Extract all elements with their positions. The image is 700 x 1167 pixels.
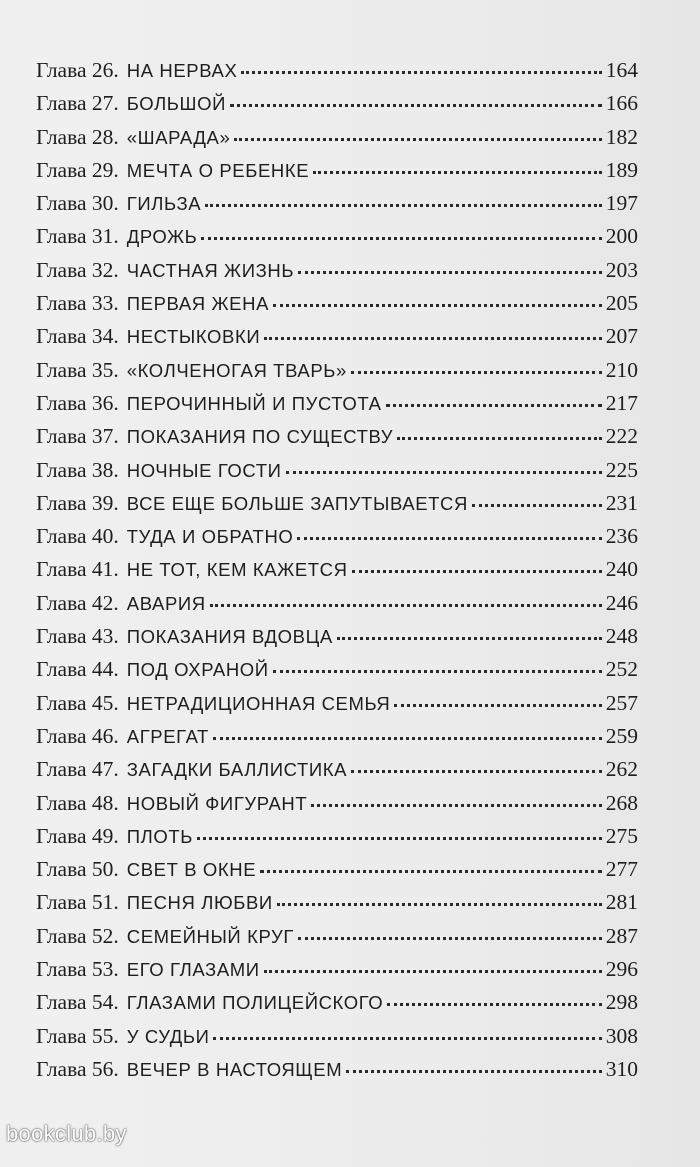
chapter-label: Глава 43.	[36, 624, 119, 649]
chapter-title: НЕ ТОТ, КЕМ КАЖЕТСЯ	[126, 559, 348, 581]
toc-entry	[36, 924, 638, 957]
chapter-title: СВЕТ В ОКНЕ	[126, 859, 257, 881]
toc-entry	[36, 724, 638, 757]
page-number: 252	[605, 657, 638, 682]
dot-leader	[273, 670, 602, 673]
page-number: 210	[605, 357, 638, 382]
chapter-label: Глава 32.	[36, 257, 119, 282]
chapter-title: «КОЛЧЕНОГАЯ ТВАРЬ»	[126, 359, 347, 381]
dot-leader	[346, 1070, 602, 1073]
toc-entry	[36, 458, 638, 491]
dot-leader	[387, 1003, 601, 1006]
chapter-label: Глава 52.	[36, 923, 119, 948]
dot-leader	[230, 104, 602, 107]
dot-leader	[397, 437, 602, 440]
toc-entry	[36, 890, 638, 923]
chapter-label: Глава 30.	[36, 191, 119, 216]
chapter-label: Глава 53.	[36, 957, 119, 982]
dot-leader	[286, 471, 602, 474]
dot-leader	[386, 404, 602, 407]
dot-leader	[311, 804, 601, 807]
toc-entry	[36, 591, 638, 624]
toc-entry	[36, 125, 638, 158]
chapter-title: ПЕРВАЯ ЖЕНА	[126, 293, 270, 315]
page-number: 287	[605, 923, 638, 948]
toc-entry	[36, 824, 638, 857]
dot-leader	[298, 937, 602, 940]
page-number: 225	[605, 457, 638, 482]
page-number: 207	[605, 324, 638, 349]
chapter-title: ПОКАЗАНИЯ ПО СУЩЕСТВУ	[126, 426, 394, 448]
chapter-title: ВСЕ ЕЩЕ БОЛЬШЕ ЗАПУТЫВАЕТСЯ	[126, 492, 468, 514]
page-number: 205	[605, 291, 638, 316]
toc-entry	[36, 291, 638, 324]
toc-entry	[36, 491, 638, 524]
chapter-title: ПОКАЗАНИЯ ВДОВЦА	[126, 626, 333, 648]
dot-leader	[264, 337, 602, 340]
page-number: 222	[605, 424, 638, 449]
chapter-title: ГИЛЬЗА	[126, 193, 202, 215]
table-of-contents	[36, 58, 638, 1090]
toc-entry	[36, 324, 638, 357]
dot-leader	[394, 704, 601, 707]
dot-leader	[297, 537, 601, 540]
page-number: 296	[605, 957, 638, 982]
page-number: 308	[605, 1023, 638, 1048]
chapter-title: ЧАСТНАЯ ЖИЗНЬ	[126, 259, 295, 281]
page-number: 262	[605, 757, 638, 782]
chapter-label: Глава 50.	[36, 857, 119, 882]
chapter-title: НЕСТЫКОВКИ	[126, 326, 261, 348]
dot-leader	[213, 1037, 601, 1040]
chapter-label: Глава 26.	[36, 58, 119, 82]
toc-entry	[36, 524, 638, 557]
chapter-title: СЕМЕЙНЫЙ КРУГ	[126, 925, 294, 947]
chapter-label: Глава 42.	[36, 590, 119, 615]
toc-entry	[36, 224, 638, 257]
chapter-title: ПЕСНЯ ЛЮБВИ	[126, 892, 273, 914]
dot-leader	[298, 271, 602, 274]
page-number: 246	[605, 590, 638, 615]
chapter-label: Глава 54.	[36, 990, 119, 1015]
chapter-title: ГЛАЗАМИ ПОЛИЦЕЙСКОГО	[126, 992, 384, 1014]
chapter-title: НА НЕРВАХ	[126, 60, 238, 81]
dot-leader	[351, 371, 602, 374]
dot-leader	[197, 837, 602, 840]
toc-entry	[36, 1024, 638, 1057]
toc-entry	[36, 624, 638, 657]
dot-leader	[234, 138, 601, 141]
dot-leader	[472, 504, 602, 507]
dot-leader	[264, 970, 602, 973]
dot-leader	[273, 304, 602, 307]
chapter-label: Глава 27.	[36, 91, 119, 116]
dot-leader	[205, 204, 601, 207]
chapter-label: Глава 28.	[36, 124, 119, 149]
toc-entry	[36, 791, 638, 824]
chapter-label: Глава 44.	[36, 657, 119, 682]
chapter-label: Глава 45.	[36, 690, 119, 715]
toc-entry	[36, 424, 638, 457]
chapter-label: Глава 31.	[36, 224, 119, 249]
page-number: 189	[605, 157, 638, 182]
toc-entry	[36, 91, 638, 124]
page-number: 182	[605, 124, 638, 149]
chapter-title: МЕЧТА О РЕБЕНКЕ	[126, 159, 310, 181]
chapter-title: АГРЕГАТ	[126, 725, 209, 747]
dot-leader	[241, 71, 601, 74]
page-number: 217	[605, 390, 638, 415]
toc-entry	[36, 990, 638, 1023]
chapter-title: ПЕРОЧИННЫЙ И ПУСТОТА	[126, 392, 382, 414]
dot-leader	[313, 171, 602, 174]
chapter-label: Глава 36.	[36, 390, 119, 415]
page-number: 259	[605, 723, 638, 748]
page-number: 240	[605, 557, 638, 582]
dot-leader	[352, 570, 602, 573]
page-number: 277	[605, 857, 638, 882]
chapter-label: Глава 51.	[36, 890, 119, 915]
toc-entry	[36, 957, 638, 990]
toc-entry	[36, 857, 638, 890]
page-number: 248	[605, 624, 638, 649]
dot-leader	[210, 604, 602, 607]
chapter-title: НОВЫЙ ФИГУРАНТ	[126, 792, 308, 814]
dot-leader	[351, 770, 602, 773]
chapter-label: Глава 47.	[36, 757, 119, 782]
toc-entry	[36, 657, 638, 690]
chapter-label: Глава 38.	[36, 457, 119, 482]
page-number: 268	[605, 790, 638, 815]
toc-entry	[36, 557, 638, 590]
toc-entry	[36, 158, 638, 191]
page-number: 197	[605, 191, 638, 216]
dot-leader	[260, 870, 602, 873]
chapter-label: Глава 41.	[36, 557, 119, 582]
dot-leader	[337, 637, 602, 640]
chapter-label: Глава 55.	[36, 1023, 119, 1048]
toc-entry	[36, 258, 638, 291]
chapter-title: ЕГО ГЛАЗАМИ	[126, 959, 260, 981]
page-number: 164	[605, 58, 638, 82]
watermark: bookclub.by	[6, 1121, 127, 1146]
chapter-title: ПОД ОХРАНОЙ	[126, 659, 269, 681]
chapter-label: Глава 49.	[36, 823, 119, 848]
chapter-label: Глава 29.	[36, 157, 119, 182]
chapter-title: АВАРИЯ	[126, 592, 206, 614]
dot-leader	[213, 737, 602, 740]
page-number: 166	[605, 91, 638, 116]
page-number: 275	[605, 823, 638, 848]
toc-entry	[36, 691, 638, 724]
toc-entry	[36, 757, 638, 790]
page-number: 200	[605, 224, 638, 249]
toc-entry	[36, 1057, 638, 1090]
chapter-label: Глава 39.	[36, 490, 119, 515]
chapter-title: ВЕЧЕР В НАСТОЯЩЕМ	[126, 1058, 343, 1080]
chapter-title: ЗАГАДКИ БАЛЛИСТИКА	[126, 759, 348, 781]
chapter-label: Глава 46.	[36, 723, 119, 748]
toc-entry	[36, 391, 638, 424]
chapter-title: «ШАРАДА»	[126, 126, 231, 148]
chapter-label: Глава 37.	[36, 424, 119, 449]
page-number: 298	[605, 990, 638, 1015]
page-number: 310	[605, 1056, 638, 1081]
chapter-title: ДРОЖЬ	[126, 226, 198, 248]
chapter-label: Глава 35.	[36, 357, 119, 382]
chapter-label: Глава 33.	[36, 291, 119, 316]
chapter-title: НОЧНЫЕ ГОСТИ	[126, 459, 282, 481]
chapter-title: ПЛОТЬ	[126, 825, 194, 847]
chapter-label: Глава 40.	[36, 524, 119, 549]
chapter-label: Глава 34.	[36, 324, 119, 349]
dot-leader	[201, 237, 601, 240]
page-number: 231	[605, 490, 638, 515]
toc-entry	[36, 191, 638, 224]
chapter-title: У СУДЬИ	[126, 1025, 210, 1047]
page-number: 203	[605, 257, 638, 282]
chapter-title: НЕТРАДИЦИОННАЯ СЕМЬЯ	[126, 692, 391, 714]
dot-leader	[277, 903, 602, 906]
page-number: 236	[605, 524, 638, 549]
toc-entry	[36, 58, 638, 91]
chapter-label: Глава 56.	[36, 1056, 119, 1081]
chapter-label: Глава 48.	[36, 790, 119, 815]
toc-entry	[36, 358, 638, 391]
page-number: 281	[605, 890, 638, 915]
chapter-title: БОЛЬШОЙ	[126, 93, 226, 115]
page-number: 257	[605, 690, 638, 715]
chapter-title: ТУДА И ОБРАТНО	[126, 526, 294, 548]
